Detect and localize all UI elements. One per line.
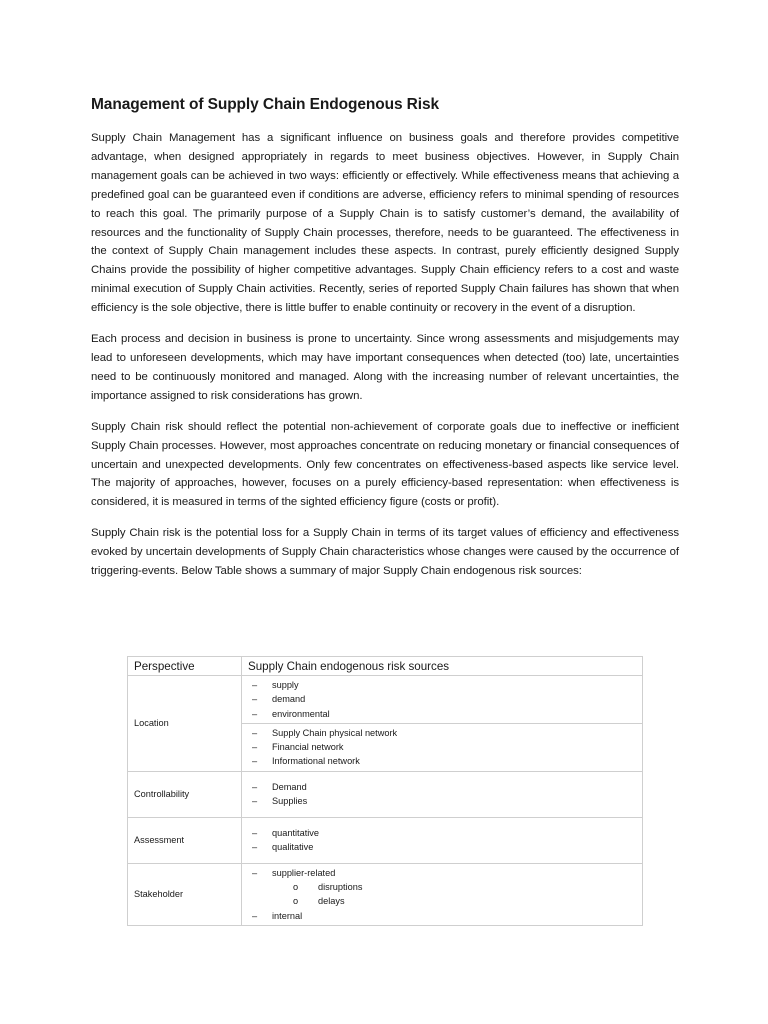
list-item: – quantitative [252,827,319,838]
list-item: – environmental [252,708,330,719]
paragraph-3: Supply Chain risk should reflect the potential non-achievement of corporate goals due to ineffective or inefficient Supply Chain processes. However, most approaches concentrate on reducing monetary or financial consequences of uncertain and unexpected developments. Only few concentrates on effectiveness-based aspects like service level. The majority of approaches, however, focuses on a purely efficiency-based representation: when effectiveness is considered, it is measured in terms of the sighted efficiency figure (costs or profit). [91,420,679,509]
paragraph-1: Supply Chain Management has a significant influence on business goals and therefore provides competitive advantage, when designed appropriately in regards to meet business objectives. However, in Supply Chain management goals can be achieved in two ways: efficiently or effectively. While effectiveness means that achieving a predefined goal can be guaranteed even if conditions are adverse, efficiency refers to minimal spending of resources to reach this goal. The primarily purpose of a Supply Chain is to satisfy customer’s demand, the availability of resources and the functionality of Supply Chain processes, therefore, needs to be guaranteed. The effectiveness in the context of Supply Chain management includes these aspects. In contrast, purely efficiently designed Supply Chains provide the possibility of higher competitive advantages. Supply Chain efficiency refers to a cost and waste minimal execution of Supply Chain activities. Recently, series of reported Supply Chain failures has shown that when efficiency is the sole objective, there is little buffer to enable continuity or recovery in the event of a disruption. [91,132,679,315]
list-item: – demand [252,694,306,705]
location-group-2-cell [242,723,643,771]
header-perspective: Perspective [128,657,242,676]
table-row-controllability [128,771,643,817]
header-risk-sources: Supply Chain endogenous risk sources [242,657,643,676]
list-item: – qualitative [252,842,314,853]
controllability-list [248,778,636,811]
paragraph-4: Supply Chain risk is the potential loss for a Supply Chain in terms of its target values of efficiency and effectiveness evoked by uncertain developments of Supply Chain characteristics whose changes were caused by the occurrence of triggering-events. Below Table shows a summary of major Supply Chain endogenous risk sources: [91,527,679,578]
list-item: – Financial network [252,742,344,753]
list-item: – supply [252,680,299,690]
assessment-list [248,824,636,857]
list-item: – supplier-related [252,867,336,878]
stakeholder-label: Stakeholder [128,863,242,925]
document-title: Management of Supply Chain Endogenous Risk [91,96,440,113]
list-item: – Demand [252,781,307,792]
location-group-2-list [248,724,636,771]
paragraph-2: Each process and decision in business is prone to uncertainty. Since wrong assessments and misjudgements may lead to unforeseen developments, which may have important consequences when detected (too) late, uncertainties need to be continuously monitored and managed. Along with the increasing number of relevant uncertainties, the importance assigned to risk considerations has grown. [91,333,679,402]
document-body [91,95,679,593]
controllability-cell [242,771,643,817]
list-item: – Supply Chain physical network [252,727,398,738]
risk-sources-table [127,656,643,926]
assessment-label: Assessment [128,817,242,863]
table-header-row [128,657,643,676]
list-item: o delays [293,896,345,907]
location-group-1-cell [242,676,643,724]
list-item: – Supplies [252,796,308,807]
list-item: o disruptions [293,882,363,893]
assessment-cell [242,817,643,863]
location-label: Location [128,676,242,772]
table-row-stakeholder [128,863,643,925]
stakeholder-cell [242,863,643,925]
table-row-location [128,676,643,724]
table-row-assessment [128,817,643,863]
controllability-label: Controllability [128,771,242,817]
list-item: – Informational network [252,756,360,767]
location-group-1-list [248,676,636,723]
list-item: – internal [252,910,303,921]
stakeholder-list [248,864,636,925]
